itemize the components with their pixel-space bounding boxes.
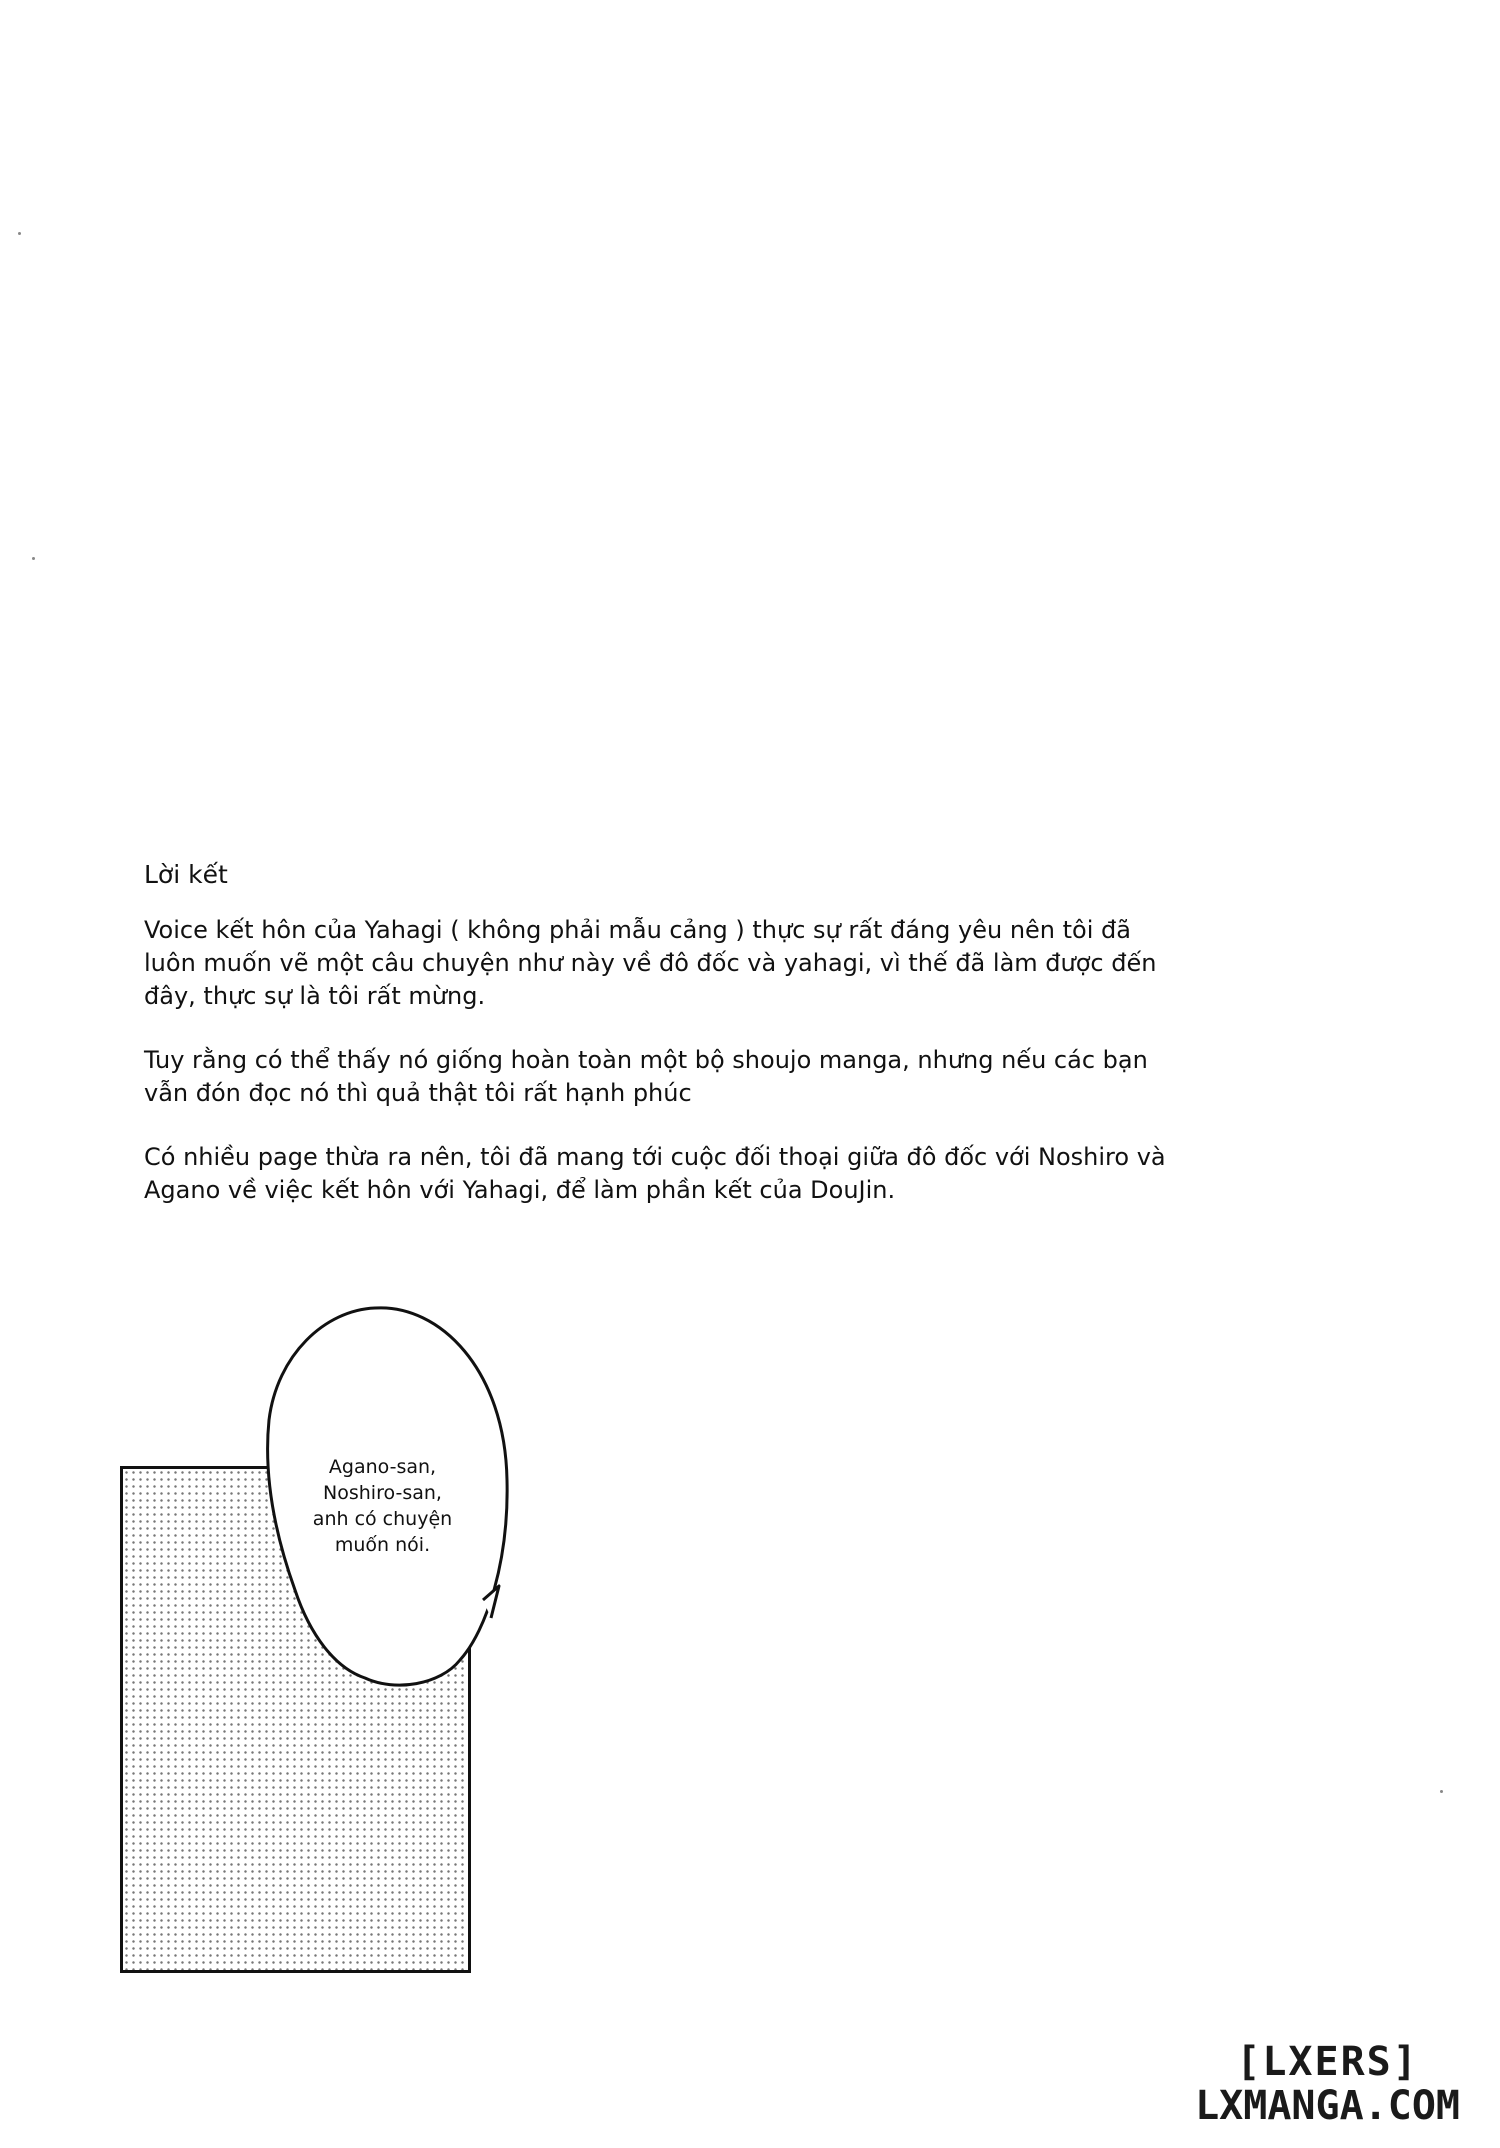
bubble-line: Noshiro-san, [323, 1482, 442, 1504]
paragraph-line: Voice kết hôn của Yahagi ( không phải mẫu cảng ) thực sự rất đáng yêu nên tôi đã [144, 916, 1131, 944]
paragraph-line: Agano về việc kết hôn với Yahagi, để làm phần kết của DouJin. [144, 1176, 896, 1204]
afterword-section [144, 858, 1184, 1238]
paragraph-line: vẫn đón đọc nó thì quả thật tôi rất hạnh phúc [144, 1079, 692, 1107]
scan-speck [18, 232, 21, 235]
bubble-line: anh có chuyện [312, 1508, 453, 1530]
paragraph-line: Có nhiều page thừa ra nên, tôi đã mang tới cuộc đối thoại giữa đô đốc với Noshiro và [144, 1143, 1166, 1171]
watermark-site-name: LXMANGA.COM [1195, 2083, 1460, 2129]
scan-speck [32, 557, 35, 560]
bubble-line: Agano-san, [328, 1456, 437, 1478]
paragraph-line: đây, thực sự là tôi rất mừng. [144, 982, 486, 1010]
afterword-paragraph [144, 1141, 1184, 1207]
scan-speck [1440, 1790, 1443, 1793]
paragraph-line: luôn muốn vẽ một câu chuyện như này về đô đốc và yahagi, vì thế đã làm được đến [144, 949, 1157, 977]
afterword-paragraph [144, 1044, 1184, 1110]
speech-bubble-text [275, 1454, 490, 1558]
watermark [1195, 2039, 1460, 2129]
bubble-line: muốn nói. [334, 1534, 431, 1556]
afterword-title: Lời kết [144, 860, 228, 889]
paragraph-line: Tuy rằng có thể thấy nó giống hoàn toàn một bộ shoujo manga, nhưng nếu các bạn [144, 1046, 1148, 1074]
afterword-paragraph [144, 914, 1184, 1013]
watermark-group-name: [LXERS] [1236, 2039, 1419, 2085]
